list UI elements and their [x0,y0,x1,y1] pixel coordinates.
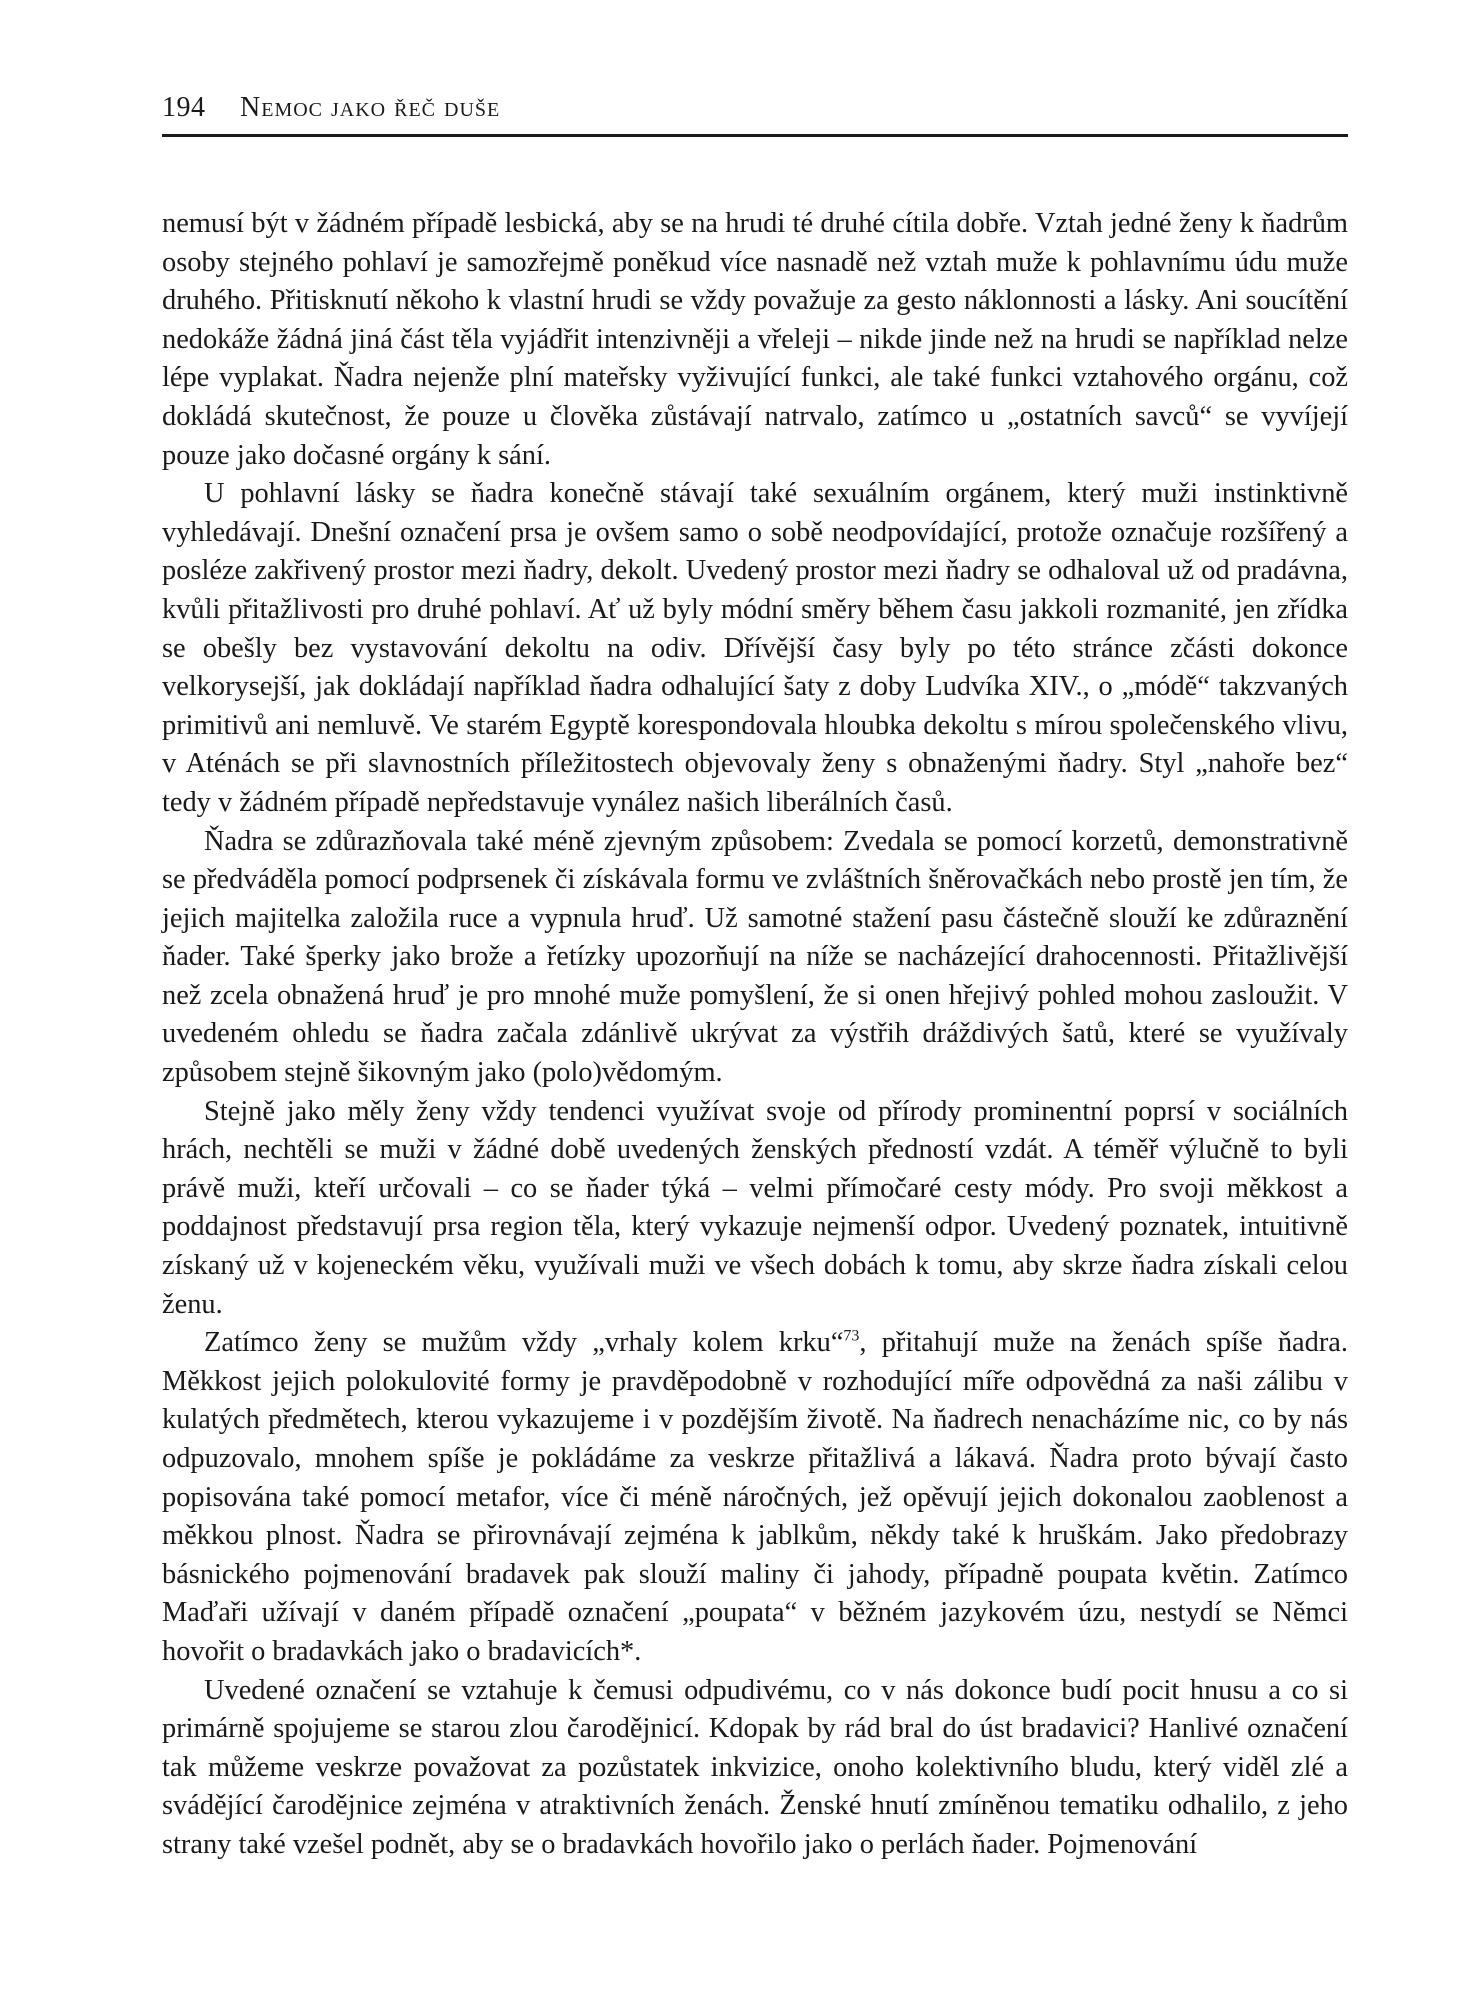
footnote-reference: 73 [843,1327,860,1345]
paragraph: U pohlavní lásky se ňadra konečně stávají také sexuálním orgánem, který muži instinktivně vyhledávají. Dnešní označení prsa je ovšem samo o sobě neodpovídající, protože označuje rozšířený a posléze zakřivený prostor mezi ňadry, dekolt. Uvedený prostor mezi ňadry se odhaloval už od pradávna, kvůli přitažlivosti pro druhé pohlaví. Ať už byly módní směry během času jakkoli rozmanité, jen zřídka se obešly bez vystavování dekoltu na odiv. Dřívější časy byly po této stránce zčásti dokonce velkorysejší, jak dokládají například ňadra odhalující šaty z doby Ludvíka XIV., o „módě“ takzvaných primitivů ani nemluvě. Ve starém Egyptě korespondovala hloubka dekoltu s mírou společenského vlivu, v Aténách se při slavnostních příležitostech objevovaly ženy s obnaženými ňadry. Styl „nahoře bez“ tedy v žádném případě nepředstavuje vynález našich liberálních časů. [162,478,1348,818]
paragraph-text: , přitahují muže na ženách spíše ňadra. Měkkost jejich polokulovité formy je pravděpodobně v rozhodující míře odpovědná za naši zálibu v kulatých předmětech, kterou vykazujeme i v pozdějším životě. Na ňadrech nenacházíme nic, co by nás odpuzovalo, mnohem spíše je pokládáme za veskrze přitažlivá a lákavá. Ňadra proto bývají často popisována také pomocí metafor, více či méně náročných, jež opěvují jejich dokonalou zaoblenost a měkkou plnost. Ňadra se přirovnávají zejména k jablkům, někdy také k hruškám. Jako předobrazy básnického pojmenování bradavek pak slouží maliny či jahody, případně poupata květin. Zatímco Maďaři užívají v daném případě označení „poupata“ v běžném jazykovém úzu, nestydí se Němci hovořit o bradavkách jako o bradavicích*. [162,1327,1348,1667]
paragraph: Ňadra se zdůrazňovala také méně zjevným způsobem: Zvedala se pomocí korzetů, demonstrativně se předváděla pomocí podprsenek či získávala formu ve zvláštních šněrovačkách nebo prostě jen tím, že jejich majitelka založila ruce a vypnula hruď. Už samotné stažení pasu částečně slouží ke zdůraznění ňader. Také šperky jako brože a řetízky upozorňují na níže se nacházející drahocennosti. Přitažlivější než zcela obnažená hruď je pro mnohé muže pomyšlení, že si onen hřejivý pohled mohou zasloužit. V uvedeném ohledu se ňadra začala zdánlivě ukrývat za výstřih dráždivých šatů, které se využívaly způsobem stejně šikovným jako (polo)vědomým. [162,825,1348,1089]
running-title: Nemoc jako řeč duše [240,92,501,123]
paragraph: Stejně jako měly ženy vždy tendenci využívat svoje od přírody prominentní poprsí v sociálních hrách, nechtěli se muži v žádné době uvedených ženských předností vzdát. A téměř výlučně to byli právě muži, kteří určovali – co se ňader týká – velmi přímočaré cesty módy. Pro svoji měkkost a poddajnost představují prsa region těla, který vykazuje nejmenší odpor. Uvedený poznatek, intuitivně získaný už v kojeneckém věku, využívali muži ve všech dobách k tomu, aby skrze ňadra získali celou ženu. [162,1095,1348,1320]
paragraph [162,1324,1348,1671]
page-number: 194 [162,92,206,123]
running-header [162,86,1348,137]
paragraph: Uvedené označení se vztahuje k čemusi odpudivému, co v nás dokonce budí pocit hnusu a co si primárně spojujeme se starou zlou čarodějnicí. Kdopak by rád bral do úst bradavici? Hanlivé označení tak můžeme veskrze považovat za pozůstatek inkvizice, onoho kolektivního bludu, který viděl zlé a svádějící čarodějnice zejména v atraktivních ženách. Ženské hnutí zmíněnou tematiku odhalilo, z jeho strany také vzešel podnět, aby se o bradavkách hovořilo jako o perlách ňader. Pojmenování [162,1674,1348,1860]
body-text [162,205,1348,1865]
paragraph-text: Zatímco ženy se mužům vždy „vrhaly kolem krku“ [204,1327,844,1359]
paragraph: nemusí být v žádném případě lesbická, aby se na hrudi té druhé cítila dobře. Vztah jedné ženy k ňadrům osoby stejného pohlaví je samozřejmě poněkud více nasnadě než vztah muže k pohlavnímu údu muže druhého. Přitisknutí někoho k vlastní hrudi se vždy považuje za gesto náklonnosti a lásky. Ani soucítění nedokáže žádná jiná část těla vyjádřit intenzivněji a vřeleji – nikde jinde než na hrudi se například nelze lépe vyplakat. Ňadra nejenže plní mateřsky vyživující funkci, ale také funkci vztahového orgánu, což dokládá skutečnost, že pouze u člověka zůstávají natrvalo, zatímco u „ostatních savců“ se vyvíjejí pouze jako dočasné orgány k sání. [162,208,1348,471]
